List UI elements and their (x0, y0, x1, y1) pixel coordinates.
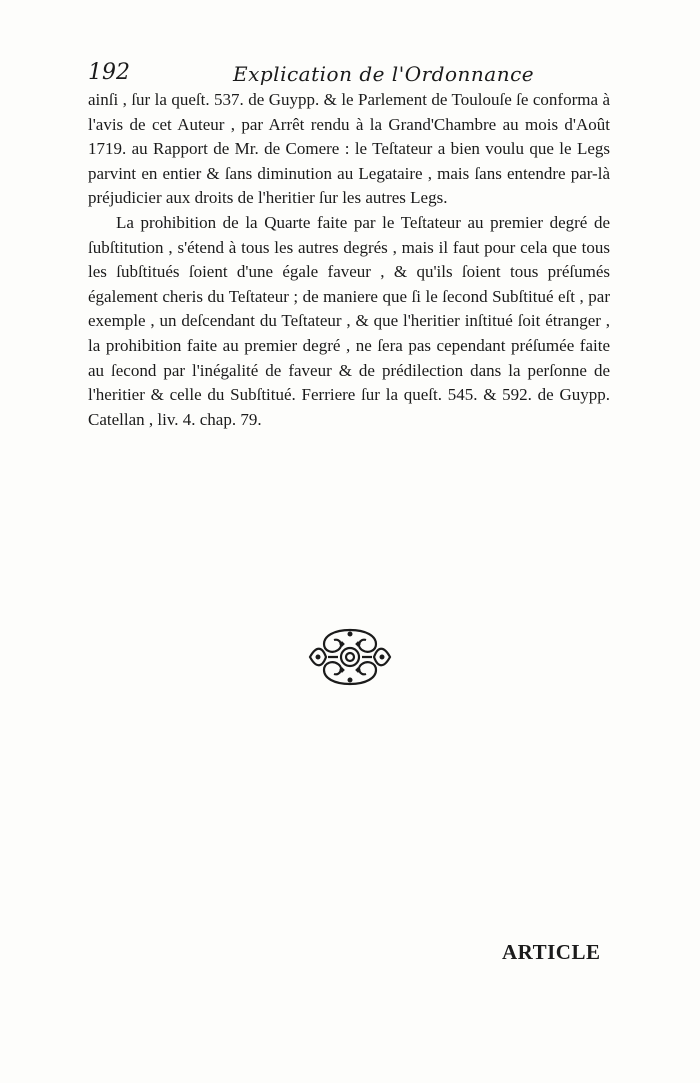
running-head: Explication de l'Ordonnance (233, 62, 535, 86)
paragraph-2: La prohibition de la Quarte faite par le Teſtateur au premier degré de ſubſtitution , s'étend à tous les autres degrés , mais il faut pour cela que tous les ſubſtitués ſoient d'une égale faveur , & qu'ils ſoient tous préſumés également cheris du Teſtateur ; de maniere que ſi le ſecond Subſtitué eſt , par exemple , un deſcendant du Teſtateur , & que l'heritier inſtitué ſoit étranger , la prohibition faite au premier degré , ne ſera pas cependant préſumée faite au ſecond par l'inégalité de faveur & de prédilection dans la perſonne de l'heritier & celle du Subſtitué. Ferriere ſur la queſt. 545. & 592. de Guypp. Catellan , liv. 4. chap. 79. (88, 212, 610, 429)
page-header (88, 60, 610, 88)
fleuron-ornament-icon (304, 626, 396, 688)
paragraph-1: ainſi , ſur la queſt. 537. de Guypp. & le Parlement de Toulouſe ſe conforma à l'avis de cet Auteur , par Arrêt rendu à la Grand'Chambre au mois d'Août 1719. au Rapport de Mr. de Comere : le Teſtateur a bien voulu que le Legs parvint en entier & ſans diminution au Legataire , mais ſans entendre par-là préjudicier aux droits de l'heritier ſur les autres Legs. (88, 90, 610, 208)
catchword: ARTICLE (502, 940, 601, 964)
body-text (88, 88, 610, 432)
page-number: 192 (88, 60, 130, 85)
